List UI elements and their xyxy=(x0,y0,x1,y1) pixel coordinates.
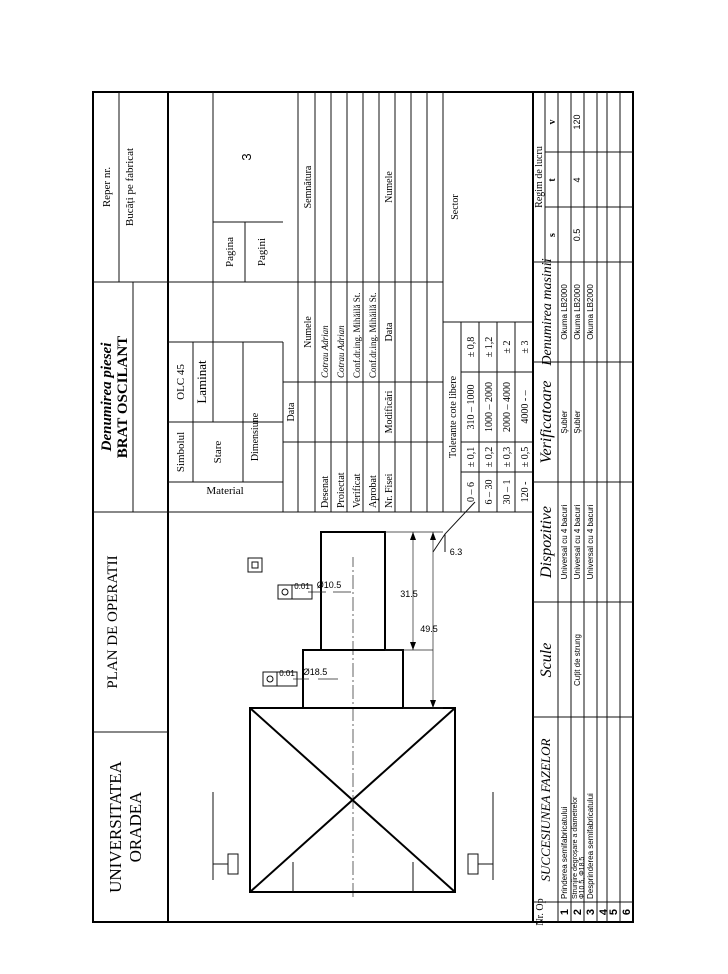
tolerance-title: Tolerante cote libere xyxy=(448,375,459,459)
data-label: Data xyxy=(286,402,297,422)
sector-label: Sector xyxy=(450,194,461,220)
semnatura-label: Semnătura xyxy=(303,165,314,209)
tolerance-cell: 2000 – 4000 xyxy=(502,382,513,432)
dispozitive-header: Dispozitive xyxy=(538,506,555,578)
op-number: 4 xyxy=(598,908,610,916)
op-phase-2: Φ10.5, Φ18.5 xyxy=(579,856,586,899)
tolerance-cell: ± 2 xyxy=(502,340,513,354)
length-31-5: 31.5 xyxy=(400,589,418,599)
op-scule: Cuțit de strung xyxy=(573,633,582,687)
op-number: 2 xyxy=(572,908,584,916)
part-name-label: Denumirea piesei xyxy=(99,342,115,452)
tolerance-cell: 0 – 6 xyxy=(466,482,477,502)
role-proiectat: Proiectat xyxy=(336,472,347,508)
tolerance-cell: ± 0,5 xyxy=(520,446,531,468)
stare-value: Laminat xyxy=(194,360,209,404)
tolerance-cell: ± 3 xyxy=(520,340,531,354)
name-proiectat: Cotrau Adrian xyxy=(336,325,346,378)
op-dispozitiv: Universal cu 4 bacuri xyxy=(586,504,595,580)
tolerance-cell: 120 - xyxy=(520,481,531,503)
diameter-10-5: Ø10.5 xyxy=(316,580,342,590)
op-number: 6 xyxy=(621,908,633,916)
op-number: 1 xyxy=(559,908,571,916)
tolerance-cell: 4000 - – xyxy=(520,390,531,424)
length-49-5: 49.5 xyxy=(420,624,438,634)
tol-value-1: 0.01 xyxy=(279,669,295,678)
tolerance-cell: ± 0,1 xyxy=(466,446,477,468)
tolerance-cell: ± 0,2 xyxy=(484,446,495,468)
op-s: 0.5 xyxy=(572,228,582,242)
tol-value-2: 0.01 xyxy=(294,582,310,591)
v-header: v xyxy=(547,119,558,125)
reper-label: Reper nr. xyxy=(101,166,113,208)
masini-header: Denumirea masinii xyxy=(540,258,555,366)
numele-label: Numele xyxy=(303,316,314,348)
op-phase: Strunjire degroșare a diametrelor xyxy=(572,796,579,899)
op-number: 5 xyxy=(608,908,620,916)
name-desenat: Cotrau Adrian xyxy=(320,325,330,378)
pagini-label: Pagini xyxy=(256,237,268,267)
nr-fisei-label: Nr. Fisei xyxy=(384,473,395,508)
modificari-label: Modificări xyxy=(384,390,395,434)
op-dispozitiv: Universal cu 4 bacuri xyxy=(560,504,569,580)
op-verificator: Şubler xyxy=(560,410,569,434)
op-masina: Okuma LB2000 xyxy=(560,284,569,340)
tolerance-cell: ± 1,2 xyxy=(484,336,495,358)
tolerance-cell: 6 – 30 xyxy=(484,479,495,505)
university-name: UNIVERSITATEA xyxy=(106,761,125,893)
stare-label: Stare xyxy=(212,440,224,464)
buc-label: Bucăți pe fabricat xyxy=(124,147,136,227)
name-aprobat: Conf.dr.ing. Mihăilă St. xyxy=(368,292,378,378)
tolerance-cell: 30 – 1 xyxy=(502,479,513,505)
tolerance-cell: 1000 – 2000 xyxy=(484,382,495,432)
regim-header: Regim de lucru xyxy=(534,146,545,208)
tolerance-cell: 310 – 1000 xyxy=(466,384,477,430)
scule-header: Scule xyxy=(538,642,555,678)
tolerance-cell: ± 0,8 xyxy=(466,336,477,358)
role-desenat: Desenat xyxy=(320,475,331,508)
role-verificat: Verificat xyxy=(352,473,363,508)
op-v: 120 xyxy=(572,114,582,130)
data2-label: Data xyxy=(384,322,395,342)
op-t: 4 xyxy=(572,177,582,183)
role-aprobat: Aprobat xyxy=(368,475,379,508)
name-verificat: Conf.dr.ing. Mihăilă St. xyxy=(352,292,362,378)
roughness-value: 6.3 xyxy=(449,547,463,557)
part-name: BRAT OSCILANT xyxy=(115,335,131,459)
diameter-18-5: Ø18.5 xyxy=(302,667,328,677)
op-number: 3 xyxy=(585,908,597,916)
op-phase: Prinderea semifabricatului xyxy=(560,806,569,899)
op-masina: Okuma LB2000 xyxy=(586,284,595,340)
simbol-value: OLC 45 xyxy=(175,364,187,400)
op-verificator: Şubler xyxy=(573,410,582,434)
t-header: t xyxy=(547,178,558,182)
material-label: Material xyxy=(206,485,244,497)
numele2-label: Numele xyxy=(384,171,395,203)
s-header: s xyxy=(547,233,558,237)
pagina-value: 3 xyxy=(239,153,254,161)
pagina-label: Pagina xyxy=(224,237,236,267)
op-phase: Desprinderea semifabricatului xyxy=(586,793,595,899)
nr-op-header: Nr. Op xyxy=(535,898,546,926)
simbol-label: Simbolul xyxy=(175,431,187,473)
phases-header: SUCCESIUNEA FAZELOR xyxy=(538,738,553,882)
plan-title: PLAN DE OPERATII xyxy=(105,555,121,689)
verificatoare-header: Verificatoare xyxy=(538,380,555,464)
dimensiune-label: Dimensiune xyxy=(250,412,261,462)
tolerance-cell: ± 0,3 xyxy=(502,446,513,468)
op-masina: Okuma LB2000 xyxy=(573,284,582,340)
university-city: ORADEA xyxy=(126,791,145,863)
op-dispozitiv: Universal cu 4 bacuri xyxy=(573,504,582,580)
